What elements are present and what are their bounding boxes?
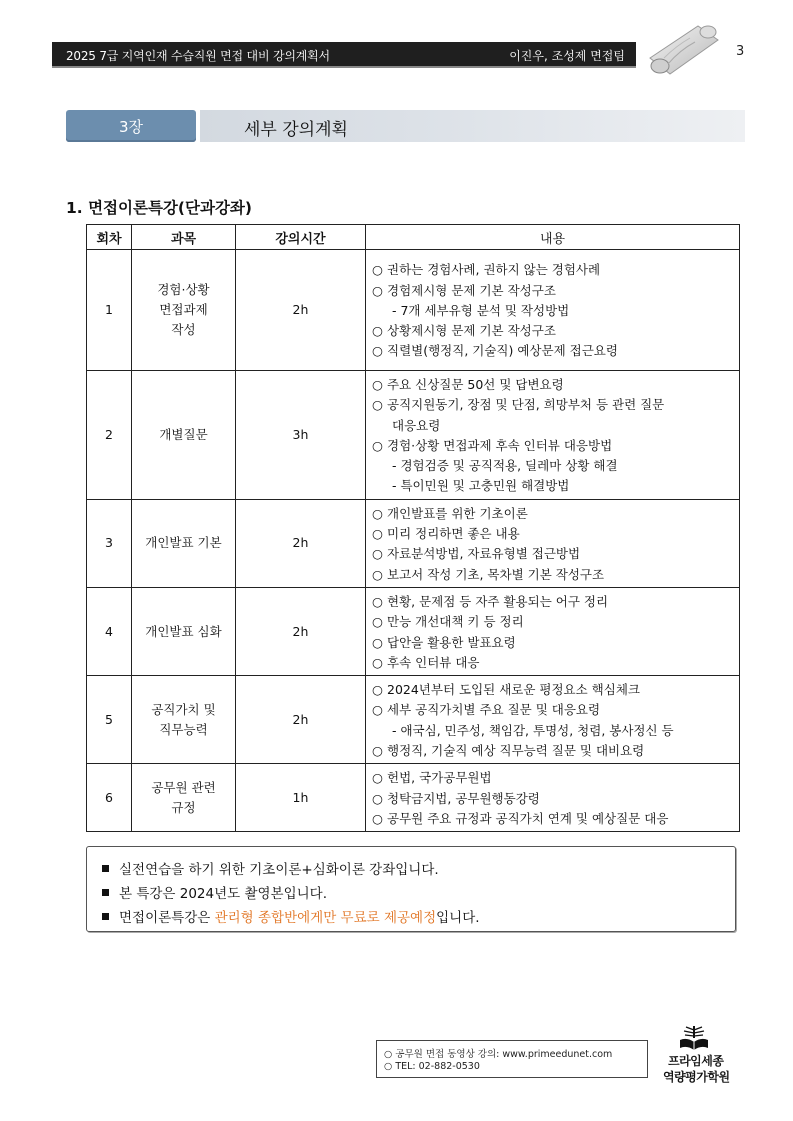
session-number: 4 [87,587,132,675]
lecture-time: 2h [236,587,366,675]
circle-bullet-icon: ○ [372,770,383,786]
content-line [372,321,733,341]
content-text: 헌법, 국가공무원법 [387,770,492,786]
content-line [372,721,733,741]
content-line [372,700,733,720]
contact-phone: ○ TEL: 02-882-0530 [384,1061,480,1072]
table-row [87,371,740,500]
circle-bullet-icon: ○ [372,505,383,521]
circle-bullet-icon: ○ [372,397,383,413]
table-row [87,499,740,587]
content-line [372,565,733,585]
content-line [372,375,733,395]
header-session: 회차 [87,225,132,250]
content-line [372,301,733,321]
content-line [372,741,733,761]
content-text: 만능 개선대책 키 등 정리 [387,614,524,630]
content-text: 2024년부터 도입된 새로운 평정요소 핵심체크 [387,682,640,698]
circle-bullet-icon: ○ [372,377,383,392]
content-cell [366,764,740,832]
subject-line: 개인발표 기본 [145,535,222,551]
subject-cell [132,499,236,587]
note-text: 실전연습을 하기 위한 기초이론+심화이론 강좌입니다. [119,862,439,878]
session-number: 5 [87,676,132,764]
note-highlight: 관리형 종합반에게만 무료로 제공예정 [214,910,437,926]
content-text: 자료분석방법, 자료유형별 접근방법 [387,546,581,562]
content-text: 대응요령 [392,417,441,433]
header-content: 내용 [366,225,740,250]
content-line [372,809,733,829]
content-text: 보고서 작성 기초, 목차별 기본 작성구조 [387,566,605,582]
content-text: 주요 신상질문 50선 및 답변요령 [387,377,564,392]
subject-cell [132,587,236,675]
content-line [372,456,733,476]
lecture-plan-table [86,224,740,832]
content-line [372,504,733,524]
table-row [87,764,740,832]
chapter-label: 3장 [66,110,196,142]
content-line [372,680,733,700]
content-line [372,476,733,496]
content-cell [366,371,740,500]
circle-bullet-icon: ○ [372,566,383,582]
document-title: 2025 7급 지역인재 수습직원 면접 대비 강의계획서 [66,49,330,63]
subject-cell [132,371,236,500]
circle-bullet-icon: ○ [372,437,383,453]
content-text: - 애국심, 민주성, 책임감, 투명성, 청렴, 봉사정신 등 [392,722,674,738]
note-text: 본 특강은 2024년도 촬영본입니다. [119,886,328,902]
circle-bullet-icon: ○ [372,546,383,562]
subject-line: 면접과제 [159,302,208,317]
circle-bullet-icon: ○ [372,262,383,278]
subject-line: 공직가치 및 [151,701,216,717]
lecture-time: 1h [236,764,366,832]
page-number: 3 [736,44,745,59]
note-item [102,858,439,878]
table-row [87,587,740,675]
subject-line: 개별질문 [159,426,208,442]
circle-bullet-icon: ○ [372,654,383,670]
subject-line: 경험·상황 [157,282,210,297]
content-line [372,768,733,788]
content-text: 답안을 활용한 발표요령 [387,634,516,650]
subject-cell [132,764,236,832]
book-logo-icon [677,1024,711,1054]
header-authors: 이진우, 조성제 면접팀 [509,49,625,63]
content-text: 현황, 문제점 등 자주 활용되는 어구 정리 [387,593,609,609]
logo-name: 프라임세종 [668,1054,724,1068]
session-number: 3 [87,499,132,587]
content-cell [366,250,740,371]
session-number: 2 [87,371,132,500]
subject-line: 직무능력 [159,721,208,737]
content-text: 미리 정리하면 좋은 내용 [387,526,520,542]
square-bullet-icon [102,889,109,896]
content-line [372,416,733,436]
lecture-time: 3h [236,371,366,500]
subject-cell [132,250,236,371]
circle-bullet-icon: ○ [372,526,383,542]
content-cell [366,587,740,675]
header-time: 강의시간 [236,225,366,250]
lecture-time: 2h [236,250,366,371]
content-line [372,524,733,544]
content-text: 경험·상황 면접과제 후속 인터뷰 대응방법 [387,437,613,453]
content-text: 경험제시형 문제 기본 작성구조 [387,282,556,298]
session-number: 1 [87,250,132,371]
content-text: 세부 공직가치별 주요 질문 및 대응요령 [387,702,601,718]
circle-bullet-icon: ○ [372,614,383,630]
content-text: - 경험검증 및 공직적용, 딜레마 상황 해결 [392,458,618,474]
content-text: 후속 인터뷰 대응 [387,654,480,670]
scroll-icon [640,18,726,78]
square-bullet-icon [102,865,109,872]
content-line [372,592,733,612]
circle-bullet-icon: ○ [372,790,383,806]
table-row [87,250,740,371]
contact-phone-text: TEL: 02-882-0530 [395,1061,480,1072]
subject-line: 규정 [171,799,196,815]
content-text: 권하는 경험사례, 권하지 않는 경험사례 [387,262,601,278]
content-line [372,633,733,653]
content-line [372,436,733,456]
circle-bullet-icon: ○ [372,810,383,826]
note-text-end: 입니다. [436,910,480,926]
content-text: 상황제시형 문제 기본 작성구조 [387,323,556,339]
note-item [102,906,480,926]
content-line [372,789,733,809]
section-title: 1. 면접이론특강(단과강좌) [66,199,252,217]
content-cell [366,499,740,587]
content-line [372,281,733,301]
subject-line: 공무원 관련 [151,779,216,795]
content-line [372,544,733,564]
content-line [372,395,733,415]
contact-website-text: 공무원 면접 동영상 강의: www.primeedunet.com [395,1049,613,1060]
note-item [102,882,327,902]
content-text: 공직지원동기, 장점 및 단점, 희망부처 등 관련 질문 [387,397,665,413]
logo-subname: 역량평가학원 [663,1070,730,1084]
content-text: 직렬별(행정직, 기술직) 예상문제 접근요령 [387,343,618,359]
table-row [87,676,740,764]
subject-cell [132,676,236,764]
content-line [372,612,733,632]
contact-website: ○ 공무원 면접 동영상 강의: www.primeedunet.com [384,1049,613,1060]
note-text: 면접이론특강은 [119,910,215,926]
content-text: - 특이민원 및 고충민원 해결방법 [392,478,570,494]
session-number: 6 [87,764,132,832]
circle-bullet-icon: ○ [372,343,383,359]
content-text: 개인발표를 위한 기초이론 [387,505,528,521]
subject-line: 개인발표 심화 [145,623,222,639]
lecture-time: 2h [236,676,366,764]
lecture-time: 2h [236,499,366,587]
content-line [372,260,733,280]
header-subject: 과목 [132,225,236,250]
chapter-title: 세부 강의계획 [244,120,348,140]
content-text: 공무원 주요 규정과 공직가치 연계 및 예상질문 대응 [387,810,669,826]
content-line [372,653,733,673]
content-line [372,341,733,361]
circle-bullet-icon: ○ [372,593,383,609]
content-text: - 7개 세부유형 분석 및 작성방법 [392,302,570,318]
circle-bullet-icon: ○ [372,282,383,298]
square-bullet-icon [102,913,109,920]
circle-bullet-icon: ○ [372,682,383,698]
content-cell [366,676,740,764]
circle-bullet-icon: ○ [372,323,383,339]
circle-bullet-icon: ○ [372,743,383,759]
subject-line: 작성 [171,322,196,337]
content-text: 청탁금지법, 공무원행동강령 [387,790,540,806]
table-header-row [87,225,740,250]
circle-bullet-icon: ○ [372,702,383,718]
content-text: 행정직, 기술직 예상 직무능력 질문 및 대비요령 [387,743,645,759]
circle-bullet-icon: ○ [372,634,383,650]
